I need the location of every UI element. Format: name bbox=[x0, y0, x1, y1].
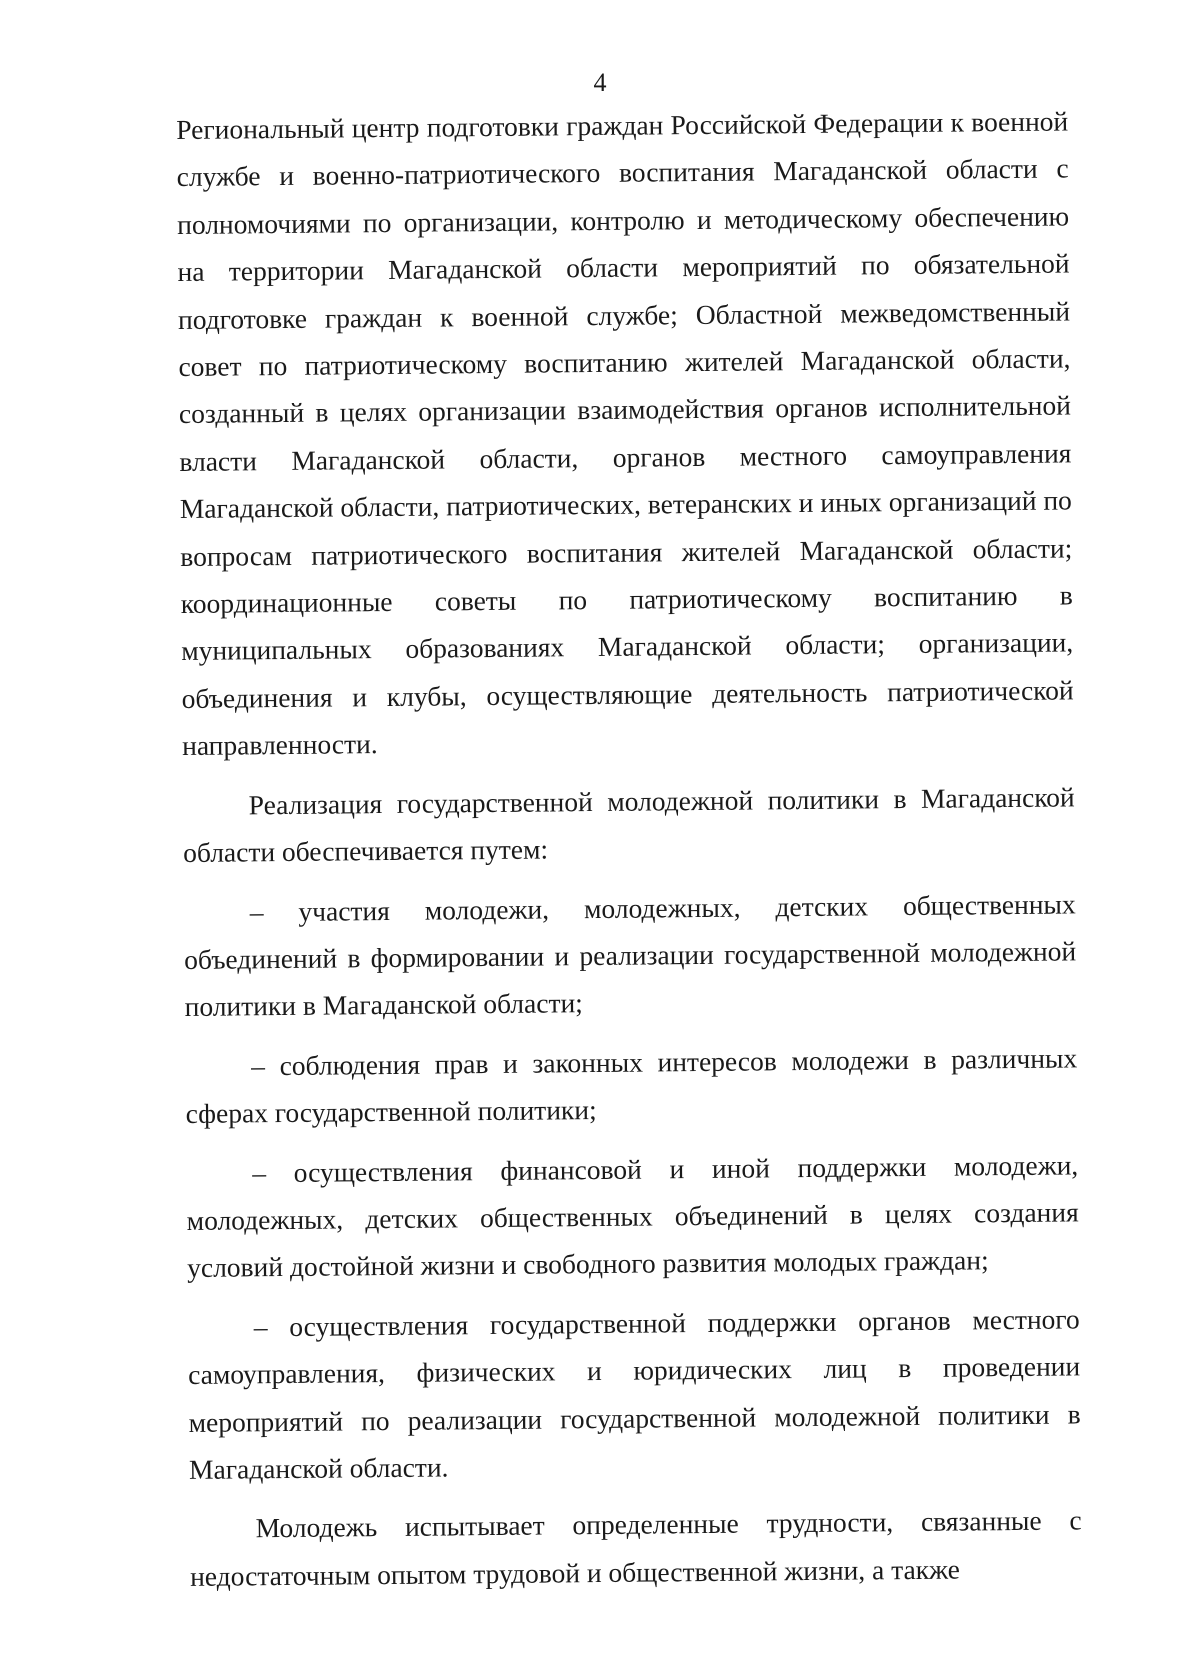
list-item-participation: – участия молодежи, молодежных, детских общественных объединений в формировании и реализации государственной молодежной политики в Магаданской области; bbox=[184, 887, 1077, 1023]
list-item-state-support: – осуществления государственной поддержки органов местного самоуправления, физических и юридических лиц в проведении мероприятий по реализации государственной молодежной политики в Магаданской области. bbox=[188, 1303, 1081, 1485]
list-item-financial-support: – осуществления финансовой и иной поддержки молодежи, молодежных, детских общественных объединений в целях создания условий достойной жизни и свободного развития молодых граждан; bbox=[186, 1148, 1079, 1284]
paragraph-youth-difficulties: Молодежь испытывает определенные трудности, связанные с недостаточным опытом трудовой и общественной жизни, а также bbox=[189, 1504, 1082, 1592]
list-item-rights: – соблюдения прав и законных интересов молодежи в различных сферах государственной политики; bbox=[185, 1042, 1078, 1130]
page-number: 4 bbox=[593, 68, 607, 97]
document-body bbox=[176, 97, 1082, 1600]
paragraph-regional-bodies: Региональный центр подготовки граждан Российской Федерации к военной службе и военно-патриотического воспитания Магаданской области с полномочиями по организации, контролю и методическому обеспечению на территории Магаданской области мероприятий по обязательной подготовке граждан к военной службе; Областной межведомственный совет по патриотическому воспитанию жителей Магаданской области, созданный в целях организации взаимодействия органов исполнительной власти Магаданской области, органов местного самоуправления Магаданской области, патриотических, ветеранских и иных организаций по вопросам патриотического воспитания жителей Магаданской области; координационные советы по патриотическому воспитанию в муниципальных образованиях Магаданской области; организации, объединения и клубы, осуществляющие деятельность патриотической направленности. bbox=[176, 105, 1074, 762]
paragraph-youth-policy-intro: Реализация государственной молодежной политики в Магаданской области обеспечивается путем: bbox=[183, 781, 1075, 869]
